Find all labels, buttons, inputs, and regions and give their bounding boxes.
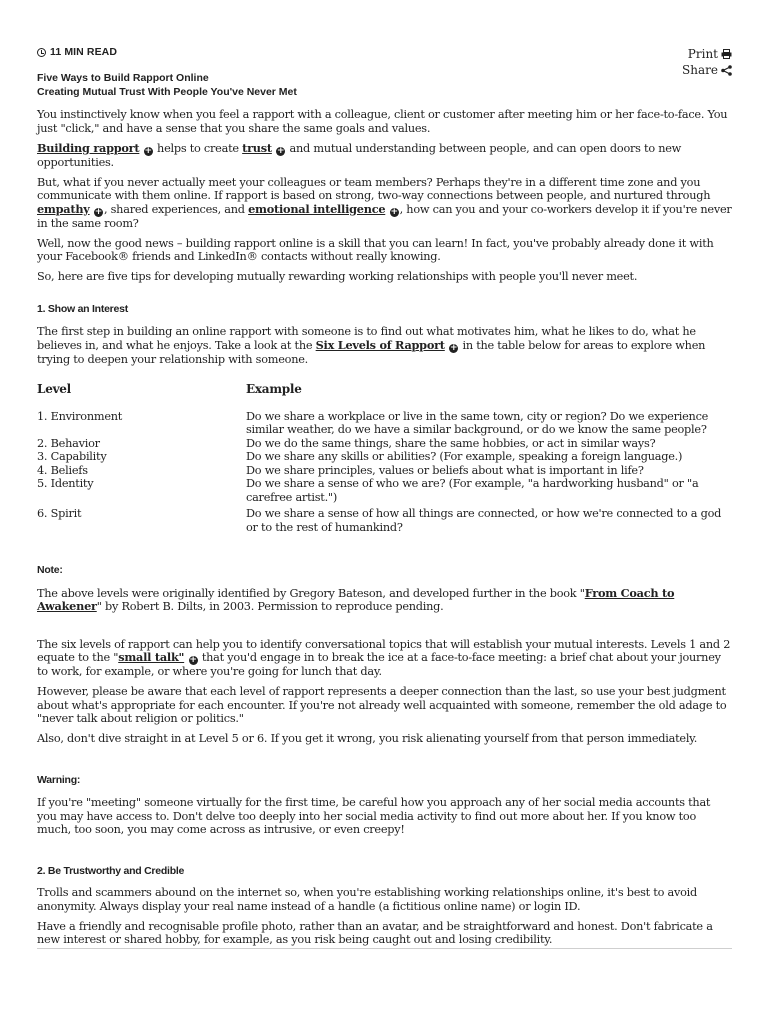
text-run: But, what if you never actually meet your colleagues or team members? Perhaps they're in a different time zone and you communicate with them online. If rapport is based on strong, two-way connections between people, and nurtured through xyxy=(37,175,711,202)
level-cell: 6. Spirit xyxy=(37,507,82,520)
table-row xyxy=(37,477,732,507)
article-body xyxy=(37,108,732,953)
example-cell: Do we share a sense of how all things are connected, or how we're connected to a god or to the rest of humankind? xyxy=(246,507,722,534)
text-run: , shared experiences, and xyxy=(103,202,249,216)
table-row xyxy=(37,464,732,478)
level-cell: 2. Behavior xyxy=(37,436,100,450)
table-row xyxy=(37,507,732,534)
plus-icon[interactable]: + xyxy=(390,206,398,217)
note-label: Note: xyxy=(37,564,63,576)
body-paragraph: Also, don't dive straight in at Level 5 or 6. If you get it wrong, you risk alienating yourself from that person immediately. xyxy=(37,732,698,745)
text-run: in the table below for areas to explore when trying to deepen your relationship with someone. xyxy=(37,338,706,366)
table-row xyxy=(37,437,732,451)
subtitle-line: Creating Mutual Trust With People You've Never Met xyxy=(37,85,297,98)
section-paragraph xyxy=(37,325,732,366)
intro-paragraph xyxy=(37,176,732,231)
warning-paragraph: If you're "meeting" someone virtually for the first time, be careful how you approach any of her social media accounts that you may have access to. Don't delve too deeply into her social media activity to find out more about her. If you know too much, too soon, you may come across as intrusive, or even creepy! xyxy=(37,796,711,836)
trust-link[interactable]: trust xyxy=(242,140,272,155)
share-label: Share xyxy=(682,63,718,77)
section-heading: 1. Show an Interest xyxy=(37,302,128,315)
section-paragraph: Have a friendly and recognisable profile photo, rather than an avatar, and be straightforward and honest. Don't fabricate a new interest or shared hobby, for example, as you risk being caught out and losing credibility. xyxy=(37,919,713,946)
from-coach-to-awakener-link[interactable]: From Coach to Awakener xyxy=(37,585,675,613)
empathy-link[interactable]: empathy xyxy=(37,201,90,216)
example-cell: Do we share a sense of who we are? (For example, "a hardworking husband" or "a carefree artist.") xyxy=(246,477,699,504)
table-row xyxy=(37,410,732,437)
text-run: that you'd engage in to break the ice at a face-to-face meeting: a brief chat about your journey to work, for example, or where you're going for lunch that day. xyxy=(37,651,721,678)
page-divider xyxy=(37,948,732,949)
example-cell: Do we share any skills or abilities? (For example, speaking a foreign language.) xyxy=(246,450,683,463)
intro-paragraph: So, here are five tips for developing mutually rewarding working relationships with people you'll never meet. xyxy=(37,270,638,283)
text-run: helps to create xyxy=(153,141,243,155)
clock-icon xyxy=(37,48,46,57)
level-cell: 3. Capability xyxy=(37,450,107,463)
plus-icon[interactable]: + xyxy=(449,342,458,353)
warning-label: Warning: xyxy=(37,773,81,786)
share-icon xyxy=(721,65,732,76)
section-paragraph: Trolls and scammers abound on the internet so, when you're establishing working relationships online, it's best to avoid anonymity. Always display your real name instead of a handle (a fictitious online name) or login ID. xyxy=(37,886,697,913)
read-time-label: 11 MIN READ xyxy=(50,46,118,58)
share-button[interactable] xyxy=(682,62,732,78)
text-run: The six levels of rapport can help you to identify conversational topics that will establish your mutual interests. Levels 1 and 2 equate to the " xyxy=(37,637,731,664)
example-cell: Do we share a workplace or live in the same town, city or region? Do we experience similar weather, do we have a similar background, or do we know the same people? xyxy=(246,409,709,436)
intro-paragraph xyxy=(37,142,732,170)
plus-icon[interactable]: + xyxy=(94,206,103,217)
six-levels-link[interactable]: Six Levels of Rapport xyxy=(315,337,445,352)
building-rapport-link[interactable]: Building rapport xyxy=(37,140,140,155)
emotional-intelligence-link[interactable]: emotional intelligence xyxy=(248,201,386,216)
body-paragraph: However, please be aware that each level of rapport represents a deeper connection than the last, so use your best judgment about what's appropriate for each encounter. If you're not already well acquainted with someone, remember the old adage to "never talk about religion or politics." xyxy=(37,685,727,725)
plus-icon[interactable]: + xyxy=(144,145,152,156)
plus-icon[interactable]: + xyxy=(189,655,197,665)
text-run: , how can you and your co-workers develop it if you're never in the same room? xyxy=(37,202,732,230)
text-run: The above levels were originally identified by Gregory Bateson, and developed further in the book " xyxy=(37,586,585,600)
level-cell: 5. Identity xyxy=(37,477,94,490)
text-run: The first step in building an online rapport with someone is to find out what motivates him, what he likes to do, what he believes in, and what he enjoys. Take a look at the xyxy=(37,325,696,352)
level-cell: 4. Beliefs xyxy=(37,463,88,477)
text-run: " by Robert B. Dilts, in 2003. Permission to reproduce pending. xyxy=(96,600,444,613)
small-talk-link[interactable]: small talk" xyxy=(118,650,185,664)
column-header: Example xyxy=(246,382,302,396)
levels-table xyxy=(37,383,732,534)
title-line: Five Ways to Build Rapport Online xyxy=(37,72,209,84)
article-tools xyxy=(682,46,732,78)
note-paragraph xyxy=(37,587,732,614)
intro-paragraph: You instinctively know when you feel a rapport with a colleague, client or customer after meeting him or her face-to-face. You just "click," and have a sense that you share the same goals and values. xyxy=(37,108,728,135)
example-cell: Do we share principles, values or beliefs about what is important in life? xyxy=(246,463,644,477)
table-row xyxy=(37,450,732,464)
printer-icon xyxy=(721,49,732,59)
section-heading: 2. Be Trustworthy and Credible xyxy=(37,864,185,877)
read-time xyxy=(37,46,117,58)
print-button[interactable] xyxy=(682,46,732,62)
example-cell: Do we do the same things, share the same hobbies, or act in similar ways? xyxy=(246,436,656,450)
table-header-row xyxy=(37,383,732,410)
level-cell: 1. Environment xyxy=(37,409,123,423)
text-run: and mutual understanding between people, and can open doors to new opportunities. xyxy=(37,141,682,169)
body-paragraph xyxy=(37,638,732,679)
intro-paragraph: Well, now the good news – building rapport online is a skill that you can learn! In fact, you've probably already done it with your Facebook® friends and LinkedIn® contacts without really knowing. xyxy=(37,236,714,263)
column-header: Level xyxy=(37,382,71,396)
article-title xyxy=(37,72,297,99)
plus-icon[interactable]: + xyxy=(277,145,285,156)
print-label: Print xyxy=(687,47,718,61)
